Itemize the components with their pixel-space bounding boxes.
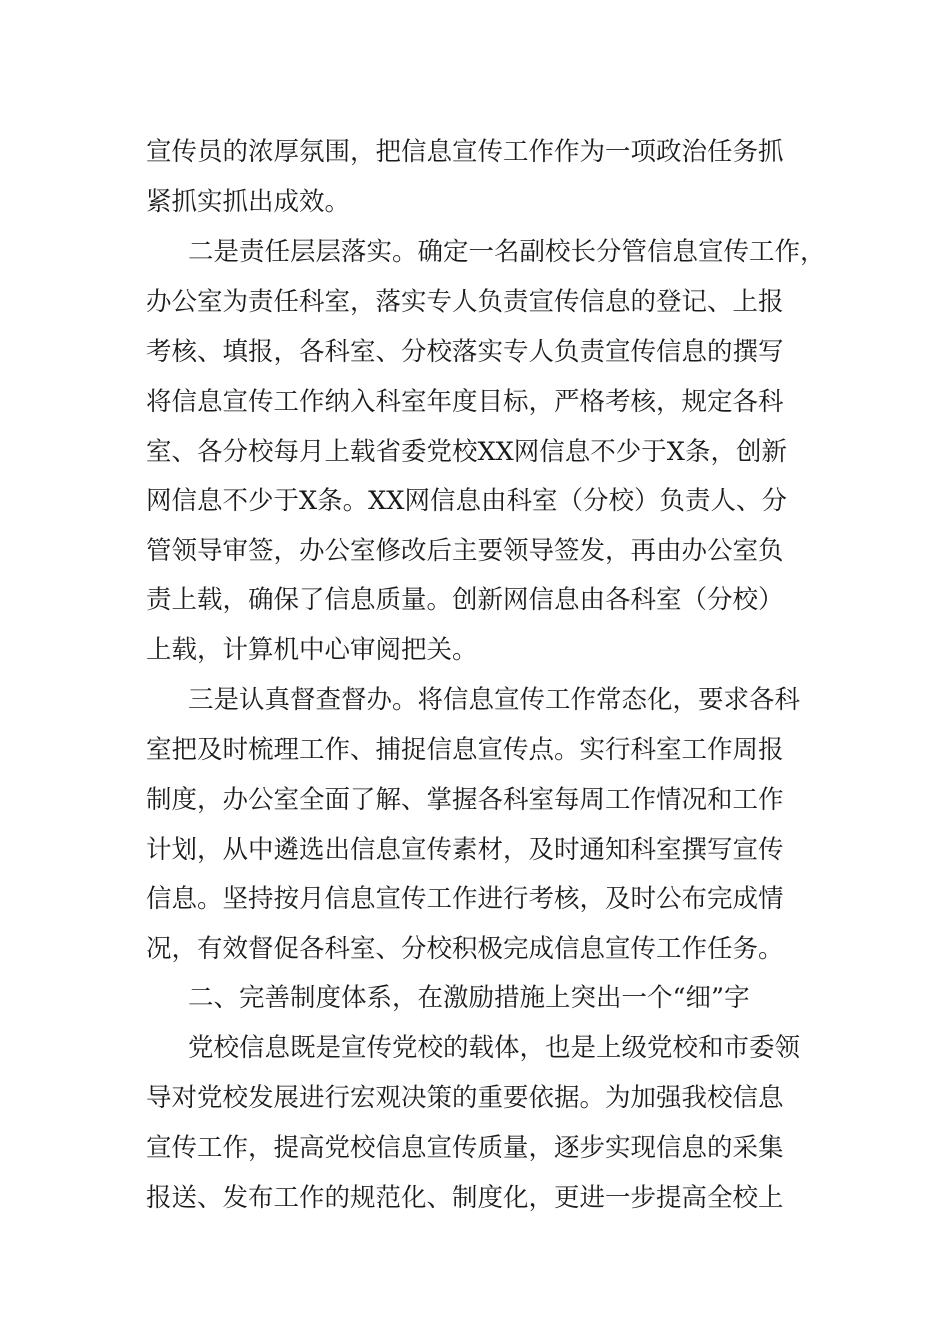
text-line: 室、各分校每月上载省委党校XX网信息不少于X条，创新 <box>146 437 787 467</box>
text-line: 办公室为责任科室，落实专人负责宣传信息的登记、上报 <box>146 287 784 317</box>
text-line: 宣传工作，提高党校信息宣传质量，逐步实现信息的采集 <box>146 1133 784 1163</box>
section-heading: 二、完善制度体系，在激励措施上突出一个“细”字 <box>188 983 750 1013</box>
text-line: 室把及时梳理工作、捕捉信息宣传点。实行科室工作周报 <box>146 735 784 765</box>
text-line: 管领导审签，办公室修改后主要领导签发，再由办公室负 <box>146 536 784 566</box>
paragraph-start-line: 党校信息既是宣传党校的载体，也是上级党校和市委领 <box>188 1033 801 1063</box>
paragraph-start-line: 二是责任层层落实。确定一名副校长分管信息宣传工作， <box>188 237 826 267</box>
text-line: 网信息不少于X条。XX网信息由科室（分校）负责人、分 <box>146 486 787 516</box>
text-line: 导对党校发展进行宏观决策的重要依据。为加强我校信息 <box>146 1083 784 1113</box>
text-line: 上载，计算机中心审阅把关。 <box>146 635 478 665</box>
text-line: 紧抓实抓出成效。 <box>146 187 351 217</box>
text-line: 责上载，确保了信息质量。创新网信息由各科室（分校） <box>146 585 784 615</box>
text-line: 宣传员的浓厚氛围，把信息宣传工作作为一项政治任务抓 <box>146 137 784 167</box>
text-line: 考核、填报，各科室、分校落实专人负责宣传信息的撰写 <box>146 337 784 367</box>
text-line: 将信息宣传工作纳入科室年度目标，严格考核，规定各科 <box>146 387 784 417</box>
text-line: 制度，办公室全面了解、掌握各科室每周工作情况和工作 <box>146 785 784 815</box>
text-line: 计划，从中遴选出信息宣传素材，及时通知科室撰写宣传 <box>146 835 784 865</box>
paragraph-start-line: 三是认真督查督办。将信息宣传工作常态化，要求各科 <box>188 685 801 715</box>
text-line: 信息。坚持按月信息宣传工作进行考核，及时公布完成情 <box>146 884 784 914</box>
text-line: 报送、发布工作的规范化、制度化，更进一步提高全校上 <box>146 1183 784 1213</box>
text-line: 况，有效督促各科室、分校积极完成信息宣传工作任务。 <box>146 934 784 964</box>
